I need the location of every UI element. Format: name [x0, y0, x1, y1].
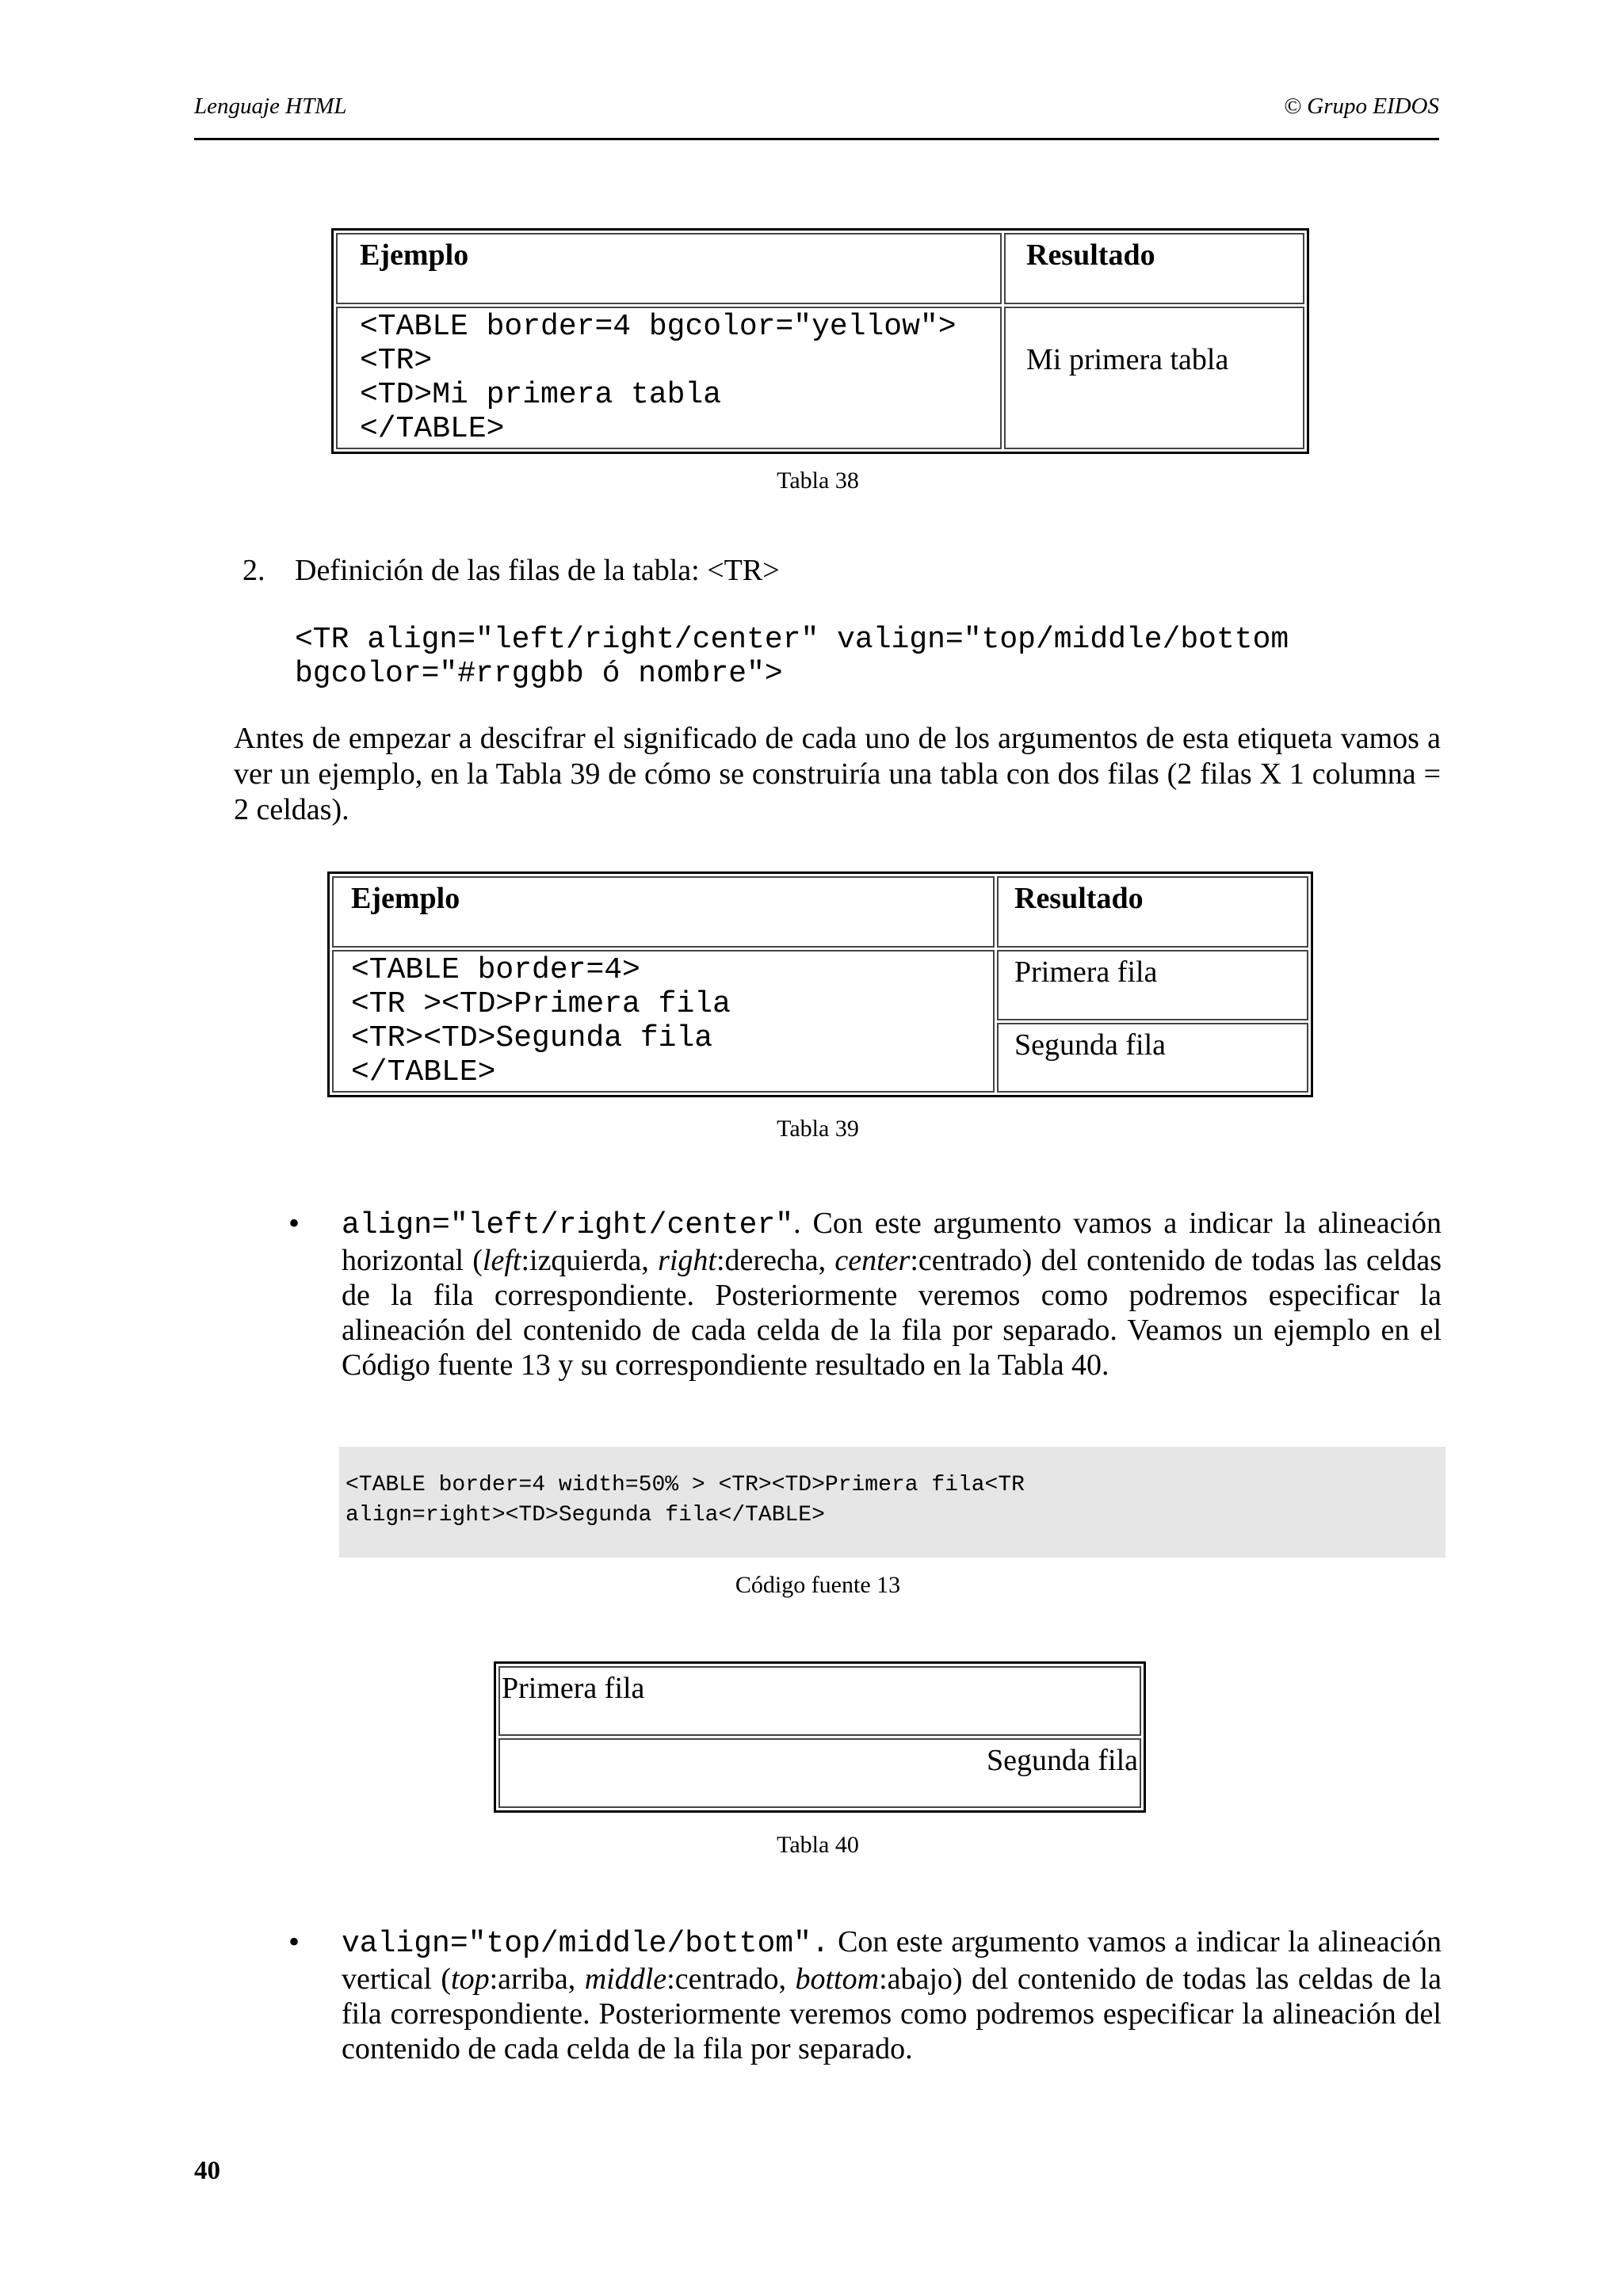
- code-line: align=right><TD>Segunda fila</TABLE>: [346, 1503, 825, 1527]
- section-number: 2.: [242, 554, 265, 587]
- example-table-39: [327, 871, 1313, 1097]
- bullet-marker: •: [288, 1924, 300, 1959]
- code-caption: Código fuente 13: [735, 1572, 901, 1598]
- table-row: [332, 950, 1308, 1020]
- source-code-box: [339, 1447, 1445, 1558]
- text-run: :centrado,: [666, 1962, 796, 1996]
- column-header-ejemplo: Ejemplo: [336, 233, 1002, 304]
- code-line: <TR>: [360, 344, 433, 378]
- code-line: </TABLE>: [360, 412, 505, 446]
- section-heading: [242, 553, 780, 588]
- column-header-resultado: Resultado: [997, 876, 1308, 948]
- italic-term: bottom: [795, 1962, 880, 1996]
- result-table-40: [494, 1661, 1146, 1813]
- text-run: :arriba,: [489, 1962, 585, 1996]
- text-run: :centrado) del contenido de todas las celdas de la fila correspondiente. Posteriormente veremos como podremos especificar la alineación del contenido de cada celda de la fila por separado. Veamos un ejemplo en el Código fuente 13 y su correspondiente resultado en la Tabla 40.: [342, 1244, 1442, 1382]
- table-cell: Primera fila: [498, 1666, 1141, 1736]
- syntax-line: <TR align="left/right/center" valign="top/middle/bottom: [295, 623, 1289, 657]
- code-line: </TABLE>: [351, 1055, 496, 1089]
- header-rule: [194, 138, 1439, 140]
- italic-term: middle: [584, 1962, 667, 1996]
- example-code-cell: [332, 950, 995, 1093]
- table-caption: Tabla 39: [777, 1116, 859, 1142]
- result-cell: Primera fila: [997, 950, 1308, 1020]
- column-header-resultado: Resultado: [1004, 233, 1304, 304]
- code-line: <TABLE border=4 width=50% > <TR><TD>Primera fila<TR: [346, 1473, 1025, 1497]
- table-caption: Tabla 40: [777, 1832, 859, 1858]
- example-code-cell: [336, 307, 1002, 449]
- inline-code: align="left/right/center": [342, 1208, 794, 1242]
- inline-code: valign="top/middle/bottom".: [342, 1927, 830, 1961]
- table-row: [336, 233, 1304, 304]
- italic-term: right: [658, 1244, 716, 1277]
- table-row: [332, 876, 1308, 948]
- table-row: [336, 307, 1304, 449]
- text-run: :derecha,: [716, 1244, 835, 1277]
- code-line: <TR><TD>Segunda fila: [351, 1021, 713, 1055]
- bullet-paragraph-valign: [342, 1924, 1442, 2066]
- page-number: 40: [194, 2157, 220, 2185]
- text-run: :izquierda,: [521, 1244, 659, 1277]
- italic-term: left: [482, 1244, 521, 1277]
- running-header-title: Lenguaje HTML: [194, 93, 347, 119]
- bullet-marker: •: [288, 1205, 300, 1241]
- italic-term: center: [834, 1244, 911, 1277]
- bullet-paragraph-align: [342, 1206, 1442, 1383]
- syntax-block: [295, 623, 1289, 691]
- text-run: :abajo) del contenido de todas las celdas de la fila correspondiente. Posteriormente veremos como podremos especificar la alineación del contenido de cada celda de la fila por separado.: [342, 1962, 1442, 2065]
- table-row: [498, 1666, 1141, 1736]
- result-cell: Segunda fila: [997, 1023, 1308, 1093]
- italic-term: top: [451, 1962, 490, 1996]
- table-cell: Segunda fila: [498, 1738, 1141, 1808]
- text-run: . Con este argumento vamos a indicar la alineación horizontal (: [342, 1207, 1442, 1277]
- column-header-ejemplo: Ejemplo: [332, 876, 995, 948]
- code-line: <TD>Mi primera tabla: [360, 378, 722, 412]
- table-row: [498, 1738, 1141, 1808]
- body-paragraph: Antes de empezar a descifrar el significado de cada uno de los argumentos de esta etiqueta vamos a ver un ejemplo, en la Tabla 39 de cómo se construiría una tabla con dos filas (2 filas X 1 columna = 2 celdas).: [234, 722, 1441, 826]
- running-header-publisher: © Grupo EIDOS: [1283, 93, 1439, 119]
- code-line: <TR ><TD>Primera fila: [351, 987, 731, 1021]
- example-table-38: [331, 228, 1309, 454]
- section-title: Definición de las filas de la tabla: <TR>: [295, 554, 780, 587]
- code-line: <TABLE border=4>: [351, 953, 640, 987]
- text-run: Con este argumento vamos a indicar la alineación vertical (: [342, 1925, 1442, 1996]
- code-line: <TABLE border=4 bgcolor="yellow">: [360, 310, 957, 344]
- syntax-line: bgcolor="#rrggbb ó nombre">: [295, 657, 783, 691]
- result-cell: Mi primera tabla: [1004, 307, 1304, 449]
- table-caption: Tabla 38: [777, 467, 859, 494]
